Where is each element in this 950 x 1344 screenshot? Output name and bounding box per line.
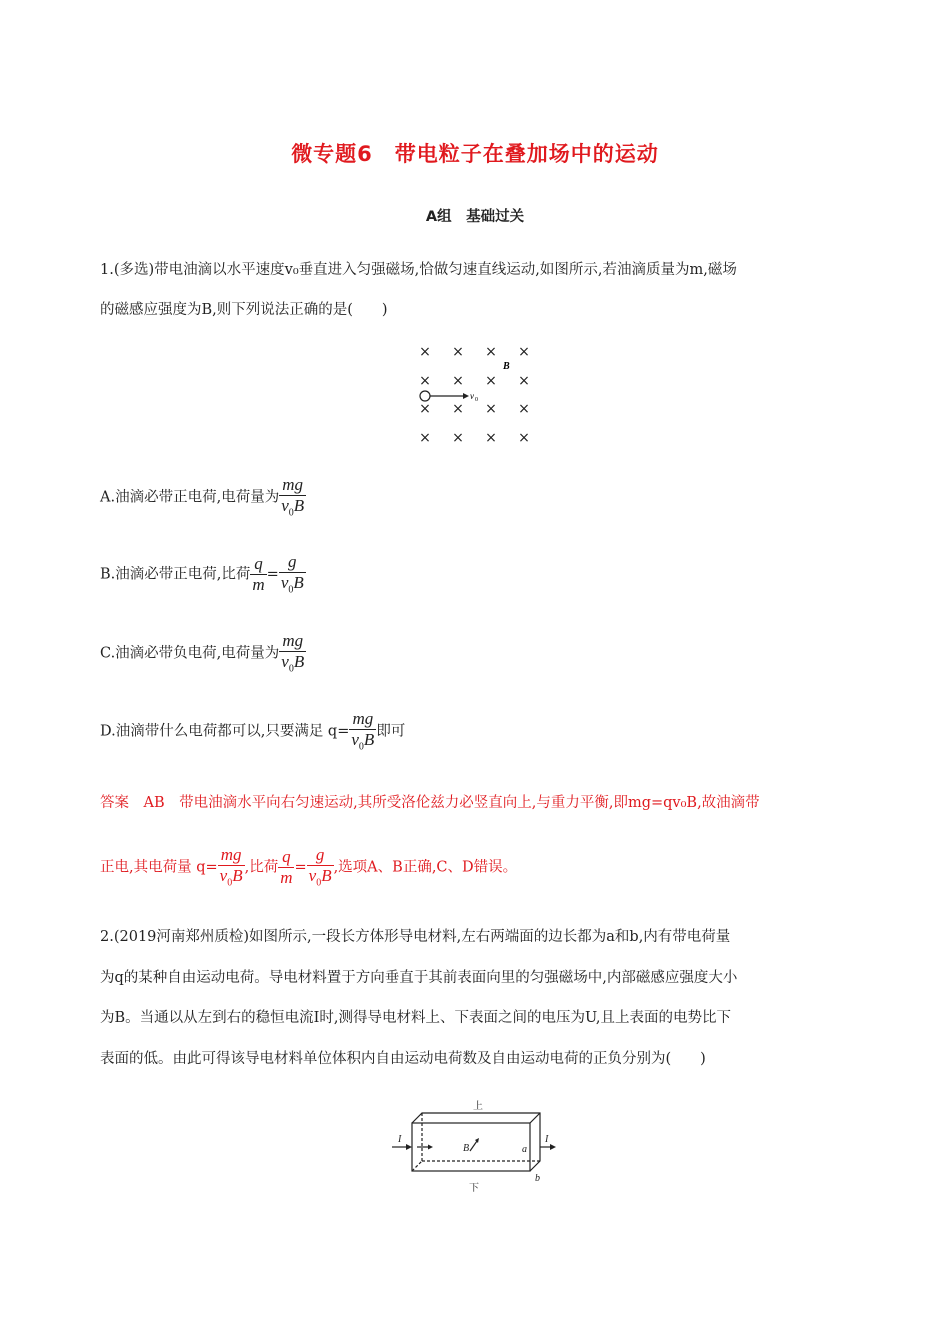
answer-line-2: 正电,其电荷量 q= $\frac{mg}{v_0B}$ ,比荷 $\frac{q}{m}$ = $\frac{g}{v_0B}$ ,选项A、B正确,C、D错误。 <box>100 845 518 889</box>
field-cross: × <box>518 373 530 389</box>
current-label-left: I <box>398 1134 402 1145</box>
top-label: 上 <box>473 1101 483 1112</box>
option-b-text: B.油滴必带正电荷,比荷 <box>100 566 251 583</box>
field-cross: × <box>452 344 464 360</box>
answer-line-1: 答案 AB 带电油滴水平向右匀速运动,其所受洛伦兹力必竖直向上,与重力平衡,即mg=qv₀B,故油滴带 <box>100 795 760 811</box>
option-c[interactable] <box>100 632 306 675</box>
q2-line-2: 为q的某种自由运动电荷。导电材料置于方向垂直于其前表面向里的匀强磁场中,内部磁感应强度大小 <box>100 970 738 986</box>
fraction-mg-over-v0b: $\frac{mg}{v_0B}$ <box>219 845 243 889</box>
q2-line-1: 2.(2019河南郑州质检)如图所示,一段长方体形导电材料,左右两端面的边长都为a和b,内有带电荷量 <box>100 929 731 945</box>
equals-sign: = <box>266 566 279 583</box>
current-label-right: I <box>545 1134 549 1145</box>
option-d[interactable] <box>100 710 405 753</box>
q2-line-4: 表面的低。由此可得该导电材料单位体积内自由运动电荷数及自由运动电荷的正负分别为( ) <box>100 1051 706 1067</box>
option-a[interactable] <box>100 476 306 519</box>
fraction-mg-over-v0b: $\frac{mg}{v_0B}$ <box>351 709 375 753</box>
velocity-arrow-head <box>463 393 469 399</box>
option-b[interactable] <box>100 553 306 596</box>
oil-drop <box>420 391 430 401</box>
edge-a-label: a <box>522 1144 527 1155</box>
fraction-mg-over-v0b: $\frac{mg}{v_0B}$ <box>281 475 305 519</box>
field-cross: × <box>452 430 464 446</box>
fraction-g-over-v0b: $\frac{g}{v_0B}$ <box>280 552 304 596</box>
option-d-suffix: 即可 <box>376 723 406 740</box>
edge-b-label: b <box>535 1173 540 1184</box>
field-cross: × <box>518 430 530 446</box>
fraction-g-over-v0b: $\frac{g}{v_0B}$ <box>308 845 332 889</box>
fraction-q-over-m: $\frac{q}{m}$ <box>252 554 265 594</box>
field-cross: × <box>419 344 431 360</box>
option-d-text: D.油滴带什么电荷都可以,只要满足 q= <box>100 723 350 740</box>
field-cross: × <box>485 344 497 360</box>
field-cross: × <box>419 401 431 417</box>
bottom-label: 下 <box>469 1183 479 1194</box>
field-cross: × <box>419 430 431 446</box>
option-c-text: C.油滴必带负电荷,电荷量为 <box>100 645 280 662</box>
section-heading: A组 基础过关 <box>425 209 525 225</box>
field-cross: × <box>485 401 497 417</box>
q1-line-1: 1.(多选)带电油滴以水平速度v₀垂直进入匀强磁场,恰做匀速直线运动,如图所示,若油滴质量为m,磁场 <box>100 262 737 278</box>
field-cross: × <box>452 373 464 389</box>
q2-conductor-figure <box>390 1095 560 1205</box>
q1-magnetic-field-figure <box>405 338 550 448</box>
velocity-label: v <box>470 391 474 401</box>
field-b-label: B <box>463 1143 470 1154</box>
field-cross: × <box>419 373 431 389</box>
field-cross: × <box>518 401 530 417</box>
velocity-subscript: 0 <box>475 397 478 403</box>
q1-line-2: 的磁感应强度为B,则下列说法正确的是( ) <box>100 302 388 318</box>
fraction-mg-over-v0b: $\frac{mg}{v_0B}$ <box>281 631 305 675</box>
q2-line-3: 为B。当通以从左到右的稳恒电流I时,测得导电材料上、下表面之间的电压为U,且上表面的电势比下 <box>100 1010 731 1026</box>
field-cross: × <box>518 344 530 360</box>
field-cross: × <box>452 401 464 417</box>
field-cross: × <box>485 373 497 389</box>
field-cross: × <box>485 430 497 446</box>
field-b-label: B <box>503 361 510 372</box>
page-title: 微专题6 带电粒子在叠加场中的运动 <box>291 142 659 166</box>
fraction-q-over-m: $\frac{q}{m}$ <box>280 847 293 887</box>
option-a-text: A.油滴必带正电荷,电荷量为 <box>100 489 280 506</box>
